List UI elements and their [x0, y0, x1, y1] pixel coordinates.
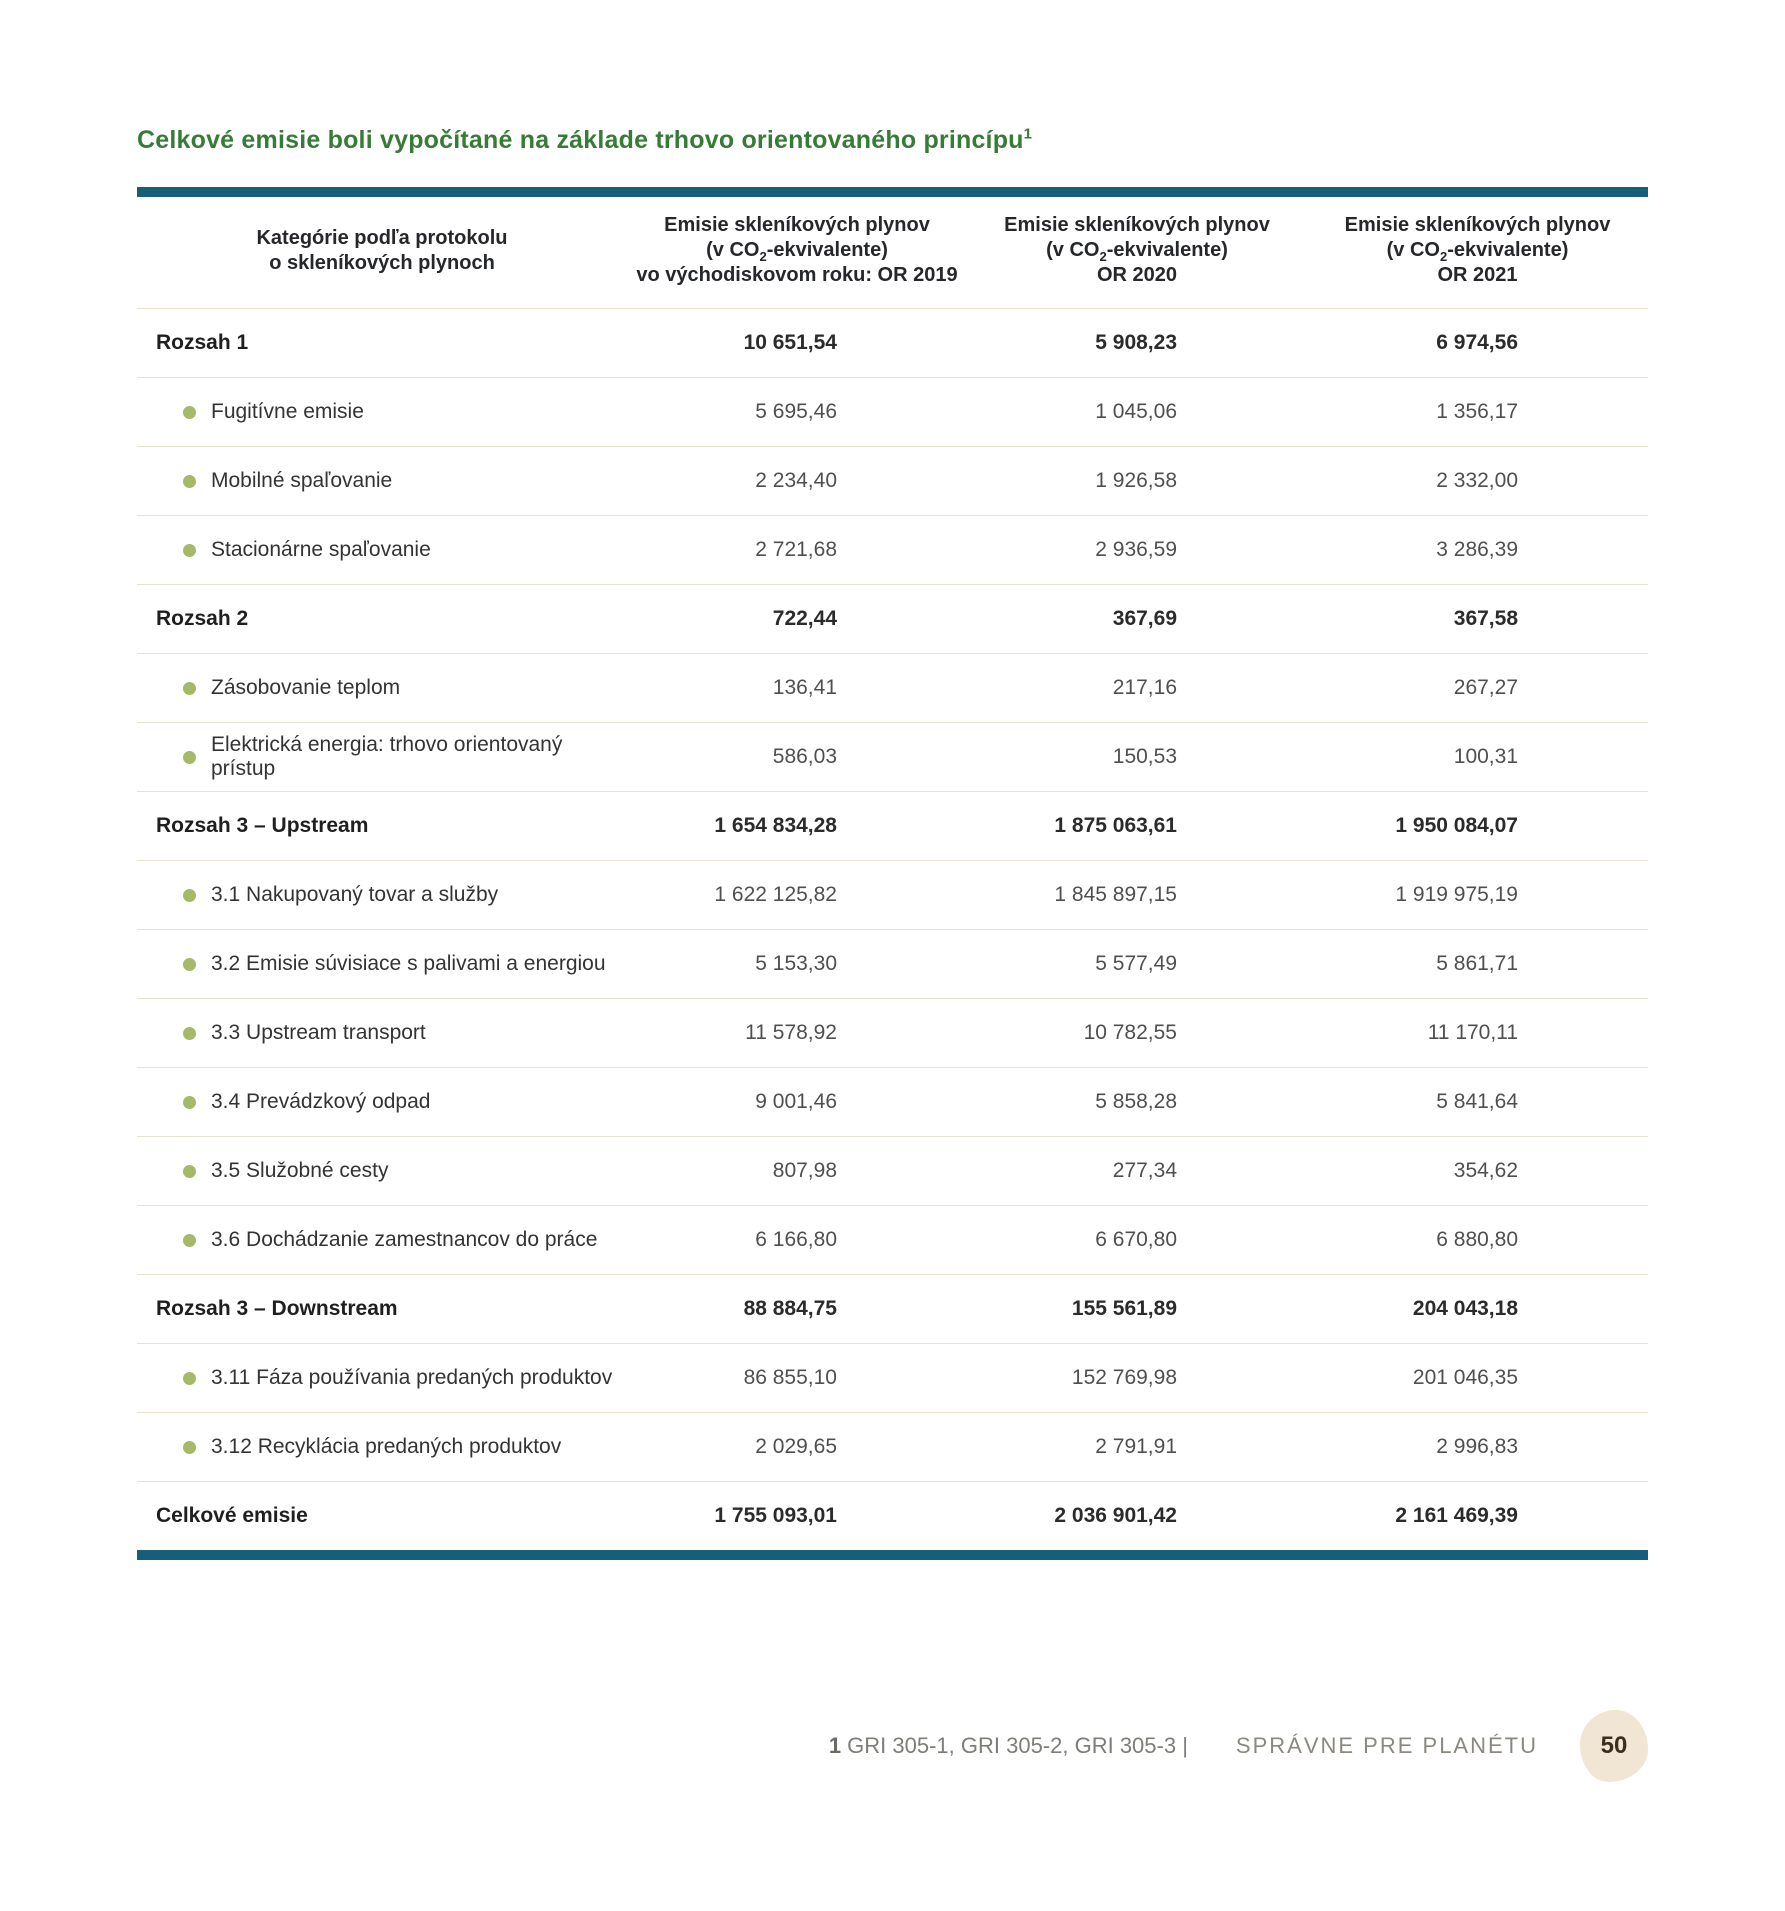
row-value: 5 695,46: [755, 400, 837, 423]
emissions-table: [137, 187, 1648, 1560]
row-value: 3 286,39: [1436, 538, 1518, 561]
column-header: Emisie skleníkových plynov (v $CO_2-ekvivalente$) vo východiskovom roku: OR 2019: [636, 214, 958, 286]
row-value: 2 161 469,39: [1395, 1504, 1518, 1527]
bullet-icon: [183, 475, 196, 488]
table-row-section: [137, 1275, 1648, 1344]
page-number: 50: [1600, 1732, 1628, 1759]
row-label: 3.12 Recyklácia predaných produktov: [137, 1435, 627, 1459]
page-number-badge: [1580, 1710, 1648, 1782]
row-value: 722,44: [772, 607, 837, 630]
row-value: 807,98: [772, 1159, 837, 1182]
row-value: 1 950 084,07: [1395, 814, 1518, 837]
row-value: 5 577,49: [1095, 952, 1177, 975]
table-row-item: [137, 1137, 1648, 1206]
row-value: 2 036 901,42: [1054, 1504, 1177, 1527]
bullet-icon: [183, 1234, 196, 1247]
row-value: 1 875 063,61: [1054, 814, 1177, 837]
row-value: 6 974,56: [1436, 331, 1518, 354]
bullet-icon: [183, 958, 196, 971]
bullet-icon: [183, 682, 196, 695]
table-row-item: [137, 1344, 1648, 1413]
table-row-item: [137, 1206, 1648, 1275]
footnote: [829, 1733, 1188, 1759]
row-label: 3.3 Upstream transport: [137, 1021, 627, 1045]
row-value: 2 234,40: [755, 469, 837, 492]
row-value: 11 578,92: [745, 1021, 837, 1044]
row-label: Celkové emisie: [156, 1504, 308, 1527]
row-value: 5 858,28: [1095, 1090, 1177, 1113]
row-value: 1 654 834,28: [714, 814, 837, 837]
row-label: Rozsah 3 – Downstream: [156, 1297, 398, 1320]
table-row-item: [137, 516, 1648, 585]
row-label: Rozsah 3 – Upstream: [156, 814, 369, 837]
table-row-section: [137, 585, 1648, 654]
row-label: Zásobovanie teplom: [137, 676, 627, 700]
row-value: 5 841,64: [1436, 1090, 1518, 1113]
page-title: [137, 126, 1648, 155]
table-row-section: [137, 792, 1648, 861]
bullet-icon: [183, 1441, 196, 1454]
row-value: 10 651,54: [743, 331, 837, 354]
bullet-icon: [183, 1096, 196, 1109]
bullet-icon: [183, 1372, 196, 1385]
row-label: 3.11 Fáza používania predaných produktov: [137, 1366, 627, 1390]
table-row-item: [137, 654, 1648, 723]
table-row-item: [137, 930, 1648, 999]
row-value: 586,03: [772, 745, 837, 768]
footnote-marker: 1: [1023, 125, 1033, 143]
row-label: 3.5 Služobné cesty: [137, 1159, 627, 1183]
table-row-item: [137, 1068, 1648, 1137]
row-value: 86 855,10: [743, 1366, 837, 1389]
row-value: 11 170,11: [1427, 1021, 1518, 1044]
row-value: 204 043,18: [1412, 1297, 1518, 1320]
row-label: 3.4 Prevádzkový odpad: [137, 1090, 627, 1114]
row-value: 1 919 975,19: [1395, 883, 1518, 906]
bullet-icon: [183, 1027, 196, 1040]
row-label: 3.1 Nakupovaný tovar a služby: [137, 883, 627, 907]
row-label: Mobilné spaľovanie: [137, 469, 627, 493]
row-value: 217,16: [1112, 676, 1177, 699]
footer-tagline: SPRÁVNE PRE PLANÉTU: [1235, 1733, 1538, 1758]
row-label: Rozsah 2: [156, 607, 249, 630]
row-value: 367,58: [1453, 607, 1518, 630]
row-value: 2 936,59: [1095, 538, 1177, 561]
table-row-section: [137, 1482, 1648, 1550]
row-value: 155 561,89: [1071, 1297, 1177, 1320]
row-value: 267,27: [1453, 676, 1518, 699]
row-value: 5 861,71: [1436, 952, 1518, 975]
row-value: 6 880,80: [1436, 1228, 1518, 1251]
table-row-item: [137, 861, 1648, 930]
row-value: 1 622 125,82: [714, 883, 837, 906]
row-value: 1 845 897,15: [1054, 883, 1177, 906]
table-row-item: [137, 378, 1648, 447]
bullet-icon: [183, 406, 196, 419]
page-title-text: Celkové emisie boli vypočítané na základe trhovo orientovaného princípu: [137, 126, 1024, 154]
row-label: Stacionárne spaľovanie: [137, 538, 627, 562]
row-value: 201 046,35: [1412, 1366, 1518, 1389]
table-row-section: [137, 309, 1648, 378]
row-value: 367,69: [1112, 607, 1177, 630]
row-value: 1 755 093,01: [714, 1504, 837, 1527]
table-bottom-bar: [137, 1550, 1648, 1560]
bullet-icon: [183, 889, 196, 902]
row-value: 6 670,80: [1095, 1228, 1177, 1251]
row-value: 6 166,80: [755, 1228, 837, 1251]
table-row-item: [137, 1413, 1648, 1482]
row-value: 5 908,23: [1095, 331, 1177, 354]
row-value: 136,41: [772, 676, 837, 699]
row-value: 2 332,00: [1436, 469, 1518, 492]
table-row-item: [137, 999, 1648, 1068]
bullet-icon: [183, 1165, 196, 1178]
table-top-bar: [137, 187, 1648, 197]
row-value: 88 884,75: [743, 1297, 837, 1320]
row-value: 150,53: [1112, 745, 1177, 768]
bullet-icon: [183, 751, 196, 764]
row-value: 277,34: [1112, 1159, 1177, 1182]
row-value: 2 029,65: [755, 1435, 837, 1458]
row-value: 100,31: [1453, 745, 1518, 768]
row-value: 5 153,30: [755, 952, 837, 975]
table-body: [137, 309, 1648, 1550]
table-row-item: [137, 447, 1648, 516]
table-row-item: [137, 723, 1648, 792]
row-value: 2 791,91: [1095, 1435, 1177, 1458]
row-value: 354,62: [1453, 1159, 1518, 1182]
row-value: 10 782,55: [1083, 1021, 1177, 1044]
row-value: 1 926,58: [1095, 469, 1177, 492]
row-value: 1 045,06: [1095, 400, 1177, 423]
page-footer: [137, 1710, 1648, 1782]
row-value: 152 769,98: [1071, 1366, 1177, 1389]
footnote-ref: 1: [828, 1733, 842, 1758]
row-label: 3.2 Emisie súvisiace s palivami a energiou: [137, 952, 627, 976]
column-header: Emisie skleníkových plynov (v $CO_2-ekvivalente$) OR 2020: [1004, 214, 1270, 286]
column-header: Emisie skleníkových plynov (v $CO_2-ekvivalente$) OR 2021: [1344, 214, 1611, 286]
row-value: 1 356,17: [1436, 400, 1518, 423]
row-value: 2 996,83: [1436, 1435, 1518, 1458]
row-label: Elektrická energia: trhovo orientovaný prístup: [137, 733, 627, 781]
row-label: Fugitívne emisie: [137, 400, 627, 424]
row-value: 2 721,68: [755, 538, 837, 561]
column-header: Kategórie podľa protokolu o skleníkových plynoch: [256, 226, 508, 274]
row-value: 9 001,46: [755, 1090, 837, 1113]
row-label: 3.6 Dochádzanie zamestnancov do práce: [137, 1228, 627, 1252]
footnote-text: GRI 305-1, GRI 305-2, GRI 305-3 |: [847, 1733, 1188, 1758]
bullet-icon: [183, 544, 196, 557]
report-page: [0, 126, 1785, 1782]
table-header-row: [137, 197, 1648, 309]
row-label: Rozsah 1: [156, 331, 249, 354]
